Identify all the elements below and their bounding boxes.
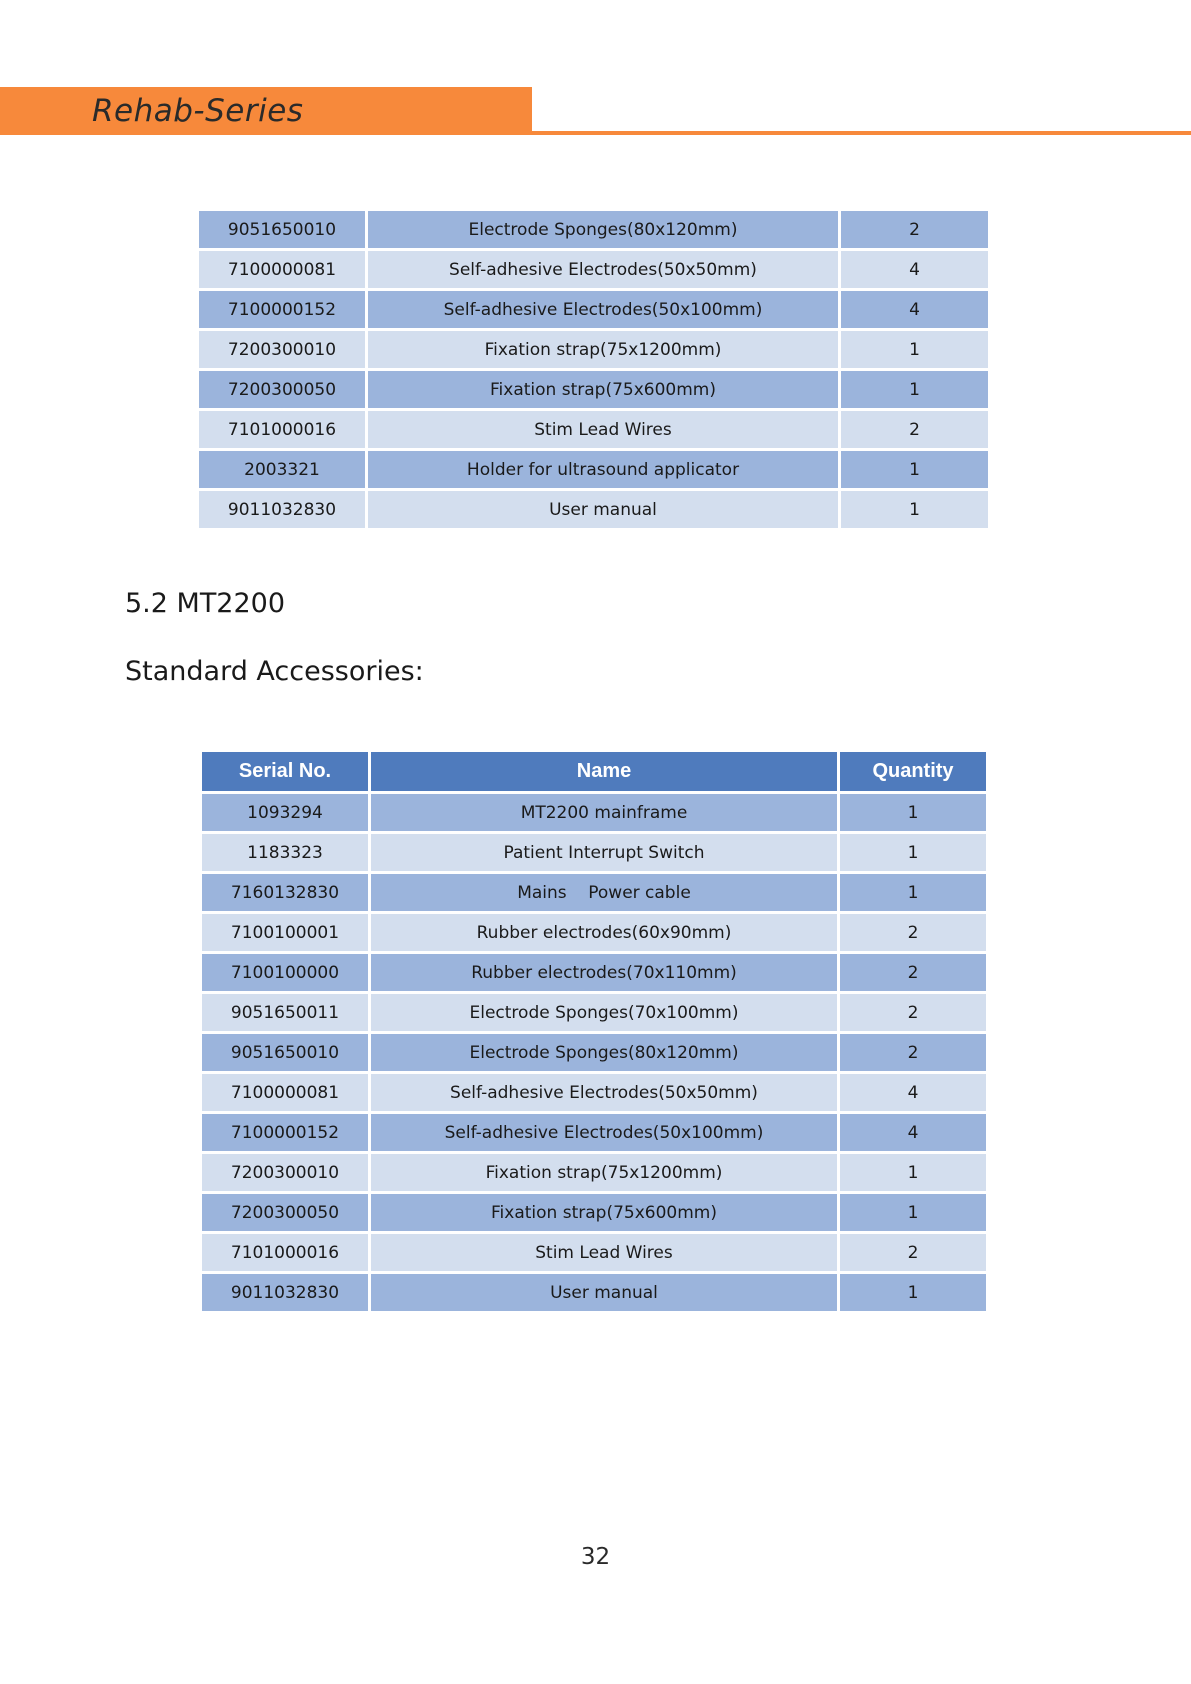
name-cell: Rubber electrodes(60x90mm): [371, 914, 837, 951]
quantity-cell: 4: [841, 251, 988, 288]
table-row: [199, 491, 988, 528]
name-cell: Self-adhesive Electrodes(50x50mm): [371, 1074, 837, 1111]
table-row: [202, 794, 986, 831]
name-cell: Self-adhesive Electrodes(50x100mm): [368, 291, 838, 328]
quantity-cell: 2: [840, 914, 986, 951]
name-cell: Fixation strap(75x600mm): [368, 371, 838, 408]
name-cell: Electrode Sponges(80x120mm): [368, 211, 838, 248]
name-cell: Self-adhesive Electrodes(50x50mm): [368, 251, 838, 288]
quantity-column-header: Quantity: [840, 752, 986, 791]
name-cell: Stim Lead Wires: [368, 411, 838, 448]
quantity-cell: 1: [840, 874, 986, 911]
quantity-cell: 2: [840, 1034, 986, 1071]
serial-cell: 7100100001: [202, 914, 368, 951]
name-cell: Patient Interrupt Switch: [371, 834, 837, 871]
page-number: 32: [580, 1544, 611, 1570]
name-cell: Fixation strap(75x1200mm): [368, 331, 838, 368]
quantity-cell: 1: [840, 794, 986, 831]
serial-cell: 9051650010: [199, 211, 365, 248]
table-row: [199, 331, 988, 368]
table-row: [199, 291, 988, 328]
serial-cell: 7200300050: [199, 371, 365, 408]
table-row: [202, 1074, 986, 1111]
name-cell: Fixation strap(75x1200mm): [371, 1154, 837, 1191]
quantity-cell: 2: [840, 1234, 986, 1271]
accessories-table-continued: [196, 208, 991, 531]
name-cell: User manual: [371, 1274, 837, 1311]
table-row: [202, 1034, 986, 1071]
serial-cell: 7100000152: [199, 291, 365, 328]
section-heading: 5.2 MT2200: [125, 588, 286, 619]
table-row: [202, 994, 986, 1031]
table-row: [202, 954, 986, 991]
quantity-cell: 2: [841, 211, 988, 248]
quantity-cell: 4: [840, 1074, 986, 1111]
serial-cell: 1093294: [202, 794, 368, 831]
serial-cell: 9051650011: [202, 994, 368, 1031]
table-row: [202, 1114, 986, 1151]
quantity-cell: 1: [840, 834, 986, 871]
serial-cell: 1183323: [202, 834, 368, 871]
serial-cell: 7101000016: [202, 1234, 368, 1271]
quantity-cell: 1: [841, 451, 988, 488]
serial-cell: 7100000081: [202, 1074, 368, 1111]
table-row: [199, 211, 988, 248]
serial-cell: 7200300010: [199, 331, 365, 368]
header-title: Rehab-Series: [92, 93, 304, 129]
serial-cell: 9011032830: [199, 491, 365, 528]
header-rule: [532, 131, 1191, 135]
name-cell: User manual: [368, 491, 838, 528]
quantity-cell: 4: [840, 1114, 986, 1151]
table-row: [199, 451, 988, 488]
quantity-cell: 1: [841, 491, 988, 528]
table-row: [199, 251, 988, 288]
standard-accessories-table: [199, 749, 989, 1314]
table-row: [202, 1234, 986, 1271]
quantity-cell: 1: [840, 1194, 986, 1231]
table-row: [202, 834, 986, 871]
serial-cell: 7160132830: [202, 874, 368, 911]
table-row: [199, 411, 988, 448]
serial-cell: 9011032830: [202, 1274, 368, 1311]
serial-column-header: Serial No.: [202, 752, 368, 791]
table-row: [202, 914, 986, 951]
name-column-header: Name: [371, 752, 837, 791]
name-cell: Electrode Sponges(70x100mm): [371, 994, 837, 1031]
quantity-cell: 1: [840, 1274, 986, 1311]
table-header-row: [202, 752, 986, 791]
table-row: [199, 371, 988, 408]
serial-cell: 7200300010: [202, 1154, 368, 1191]
serial-cell: 7200300050: [202, 1194, 368, 1231]
quantity-cell: 4: [841, 291, 988, 328]
table-row: [202, 1194, 986, 1231]
quantity-cell: 2: [841, 411, 988, 448]
name-cell: Fixation strap(75x600mm): [371, 1194, 837, 1231]
name-cell: Electrode Sponges(80x120mm): [371, 1034, 837, 1071]
table-row: [202, 1154, 986, 1191]
serial-cell: 7100000081: [199, 251, 365, 288]
table-row: [202, 1274, 986, 1311]
name-cell: Self-adhesive Electrodes(50x100mm): [371, 1114, 837, 1151]
quantity-cell: 1: [841, 371, 988, 408]
standard-accessories-heading: Standard Accessories:: [125, 656, 424, 687]
name-cell: Stim Lead Wires: [371, 1234, 837, 1271]
name-cell: Holder for ultrasound applicator: [368, 451, 838, 488]
name-cell: Mains Power cable: [371, 874, 837, 911]
serial-cell: 9051650010: [202, 1034, 368, 1071]
serial-cell: 7100000152: [202, 1114, 368, 1151]
name-cell: MT2200 mainframe: [371, 794, 837, 831]
table-row: [202, 874, 986, 911]
quantity-cell: 2: [840, 994, 986, 1031]
serial-cell: 2003321: [199, 451, 365, 488]
quantity-cell: 1: [841, 331, 988, 368]
quantity-cell: 1: [840, 1154, 986, 1191]
name-cell: Rubber electrodes(70x110mm): [371, 954, 837, 991]
quantity-cell: 2: [840, 954, 986, 991]
serial-cell: 7101000016: [199, 411, 365, 448]
serial-cell: 7100100000: [202, 954, 368, 991]
